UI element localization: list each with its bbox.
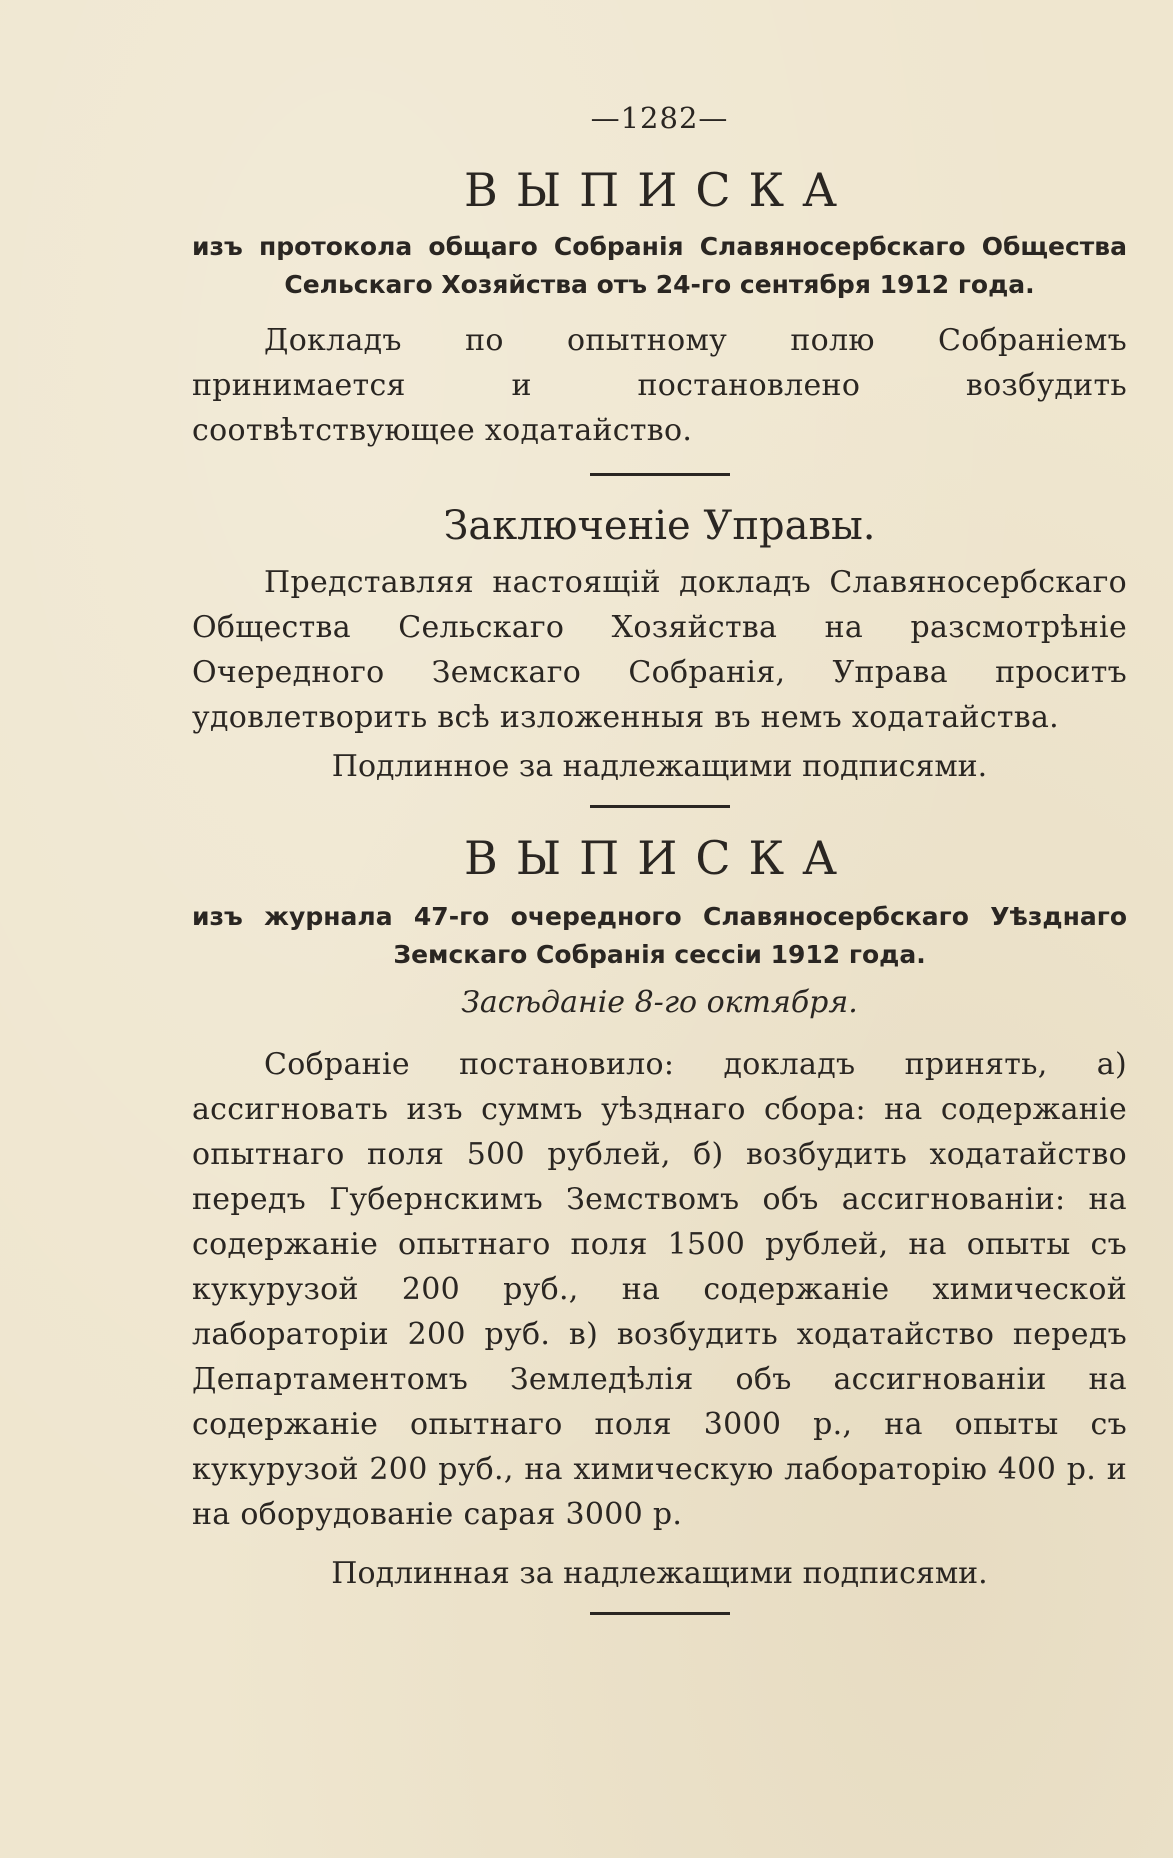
divider-1	[590, 473, 730, 476]
divider-3	[590, 1612, 730, 1615]
conclusion-title: Заключеніе Управы.	[443, 503, 876, 549]
extract-2-session: Засѣданіе 8-го октября.	[461, 985, 858, 1020]
divider-2	[590, 805, 730, 808]
conclusion-paragraph: Представляя настоящій докладъ Славяносербскаго Общества Сельскаго Хозяйства на разсмотрѣніе Очередного Земскаго Собранія, Управа проситъ удовлетворить всѣ изложенныя въ немъ ходатайства.	[192, 565, 1127, 735]
extract-1-subtitle: изъ протокола общаго Собранія Славяносербскаго Общества Сельскаго Хозяйства отъ 24-го сентября 1912 года.	[192, 232, 1127, 299]
page-content	[192, 98, 1127, 1615]
extract-1-title: ВЫПИСКА	[464, 163, 855, 217]
extract-2-signature-note: Подлинная за надлежащими подписями.	[331, 1556, 988, 1591]
extract-2-title: ВЫПИСКА	[464, 831, 855, 885]
extract-1-paragraph: Докладъ по опытному полю Собраніемъ принимается и постановлено возбудить соотвѣтствующее ходатайство.	[192, 323, 1127, 448]
extract-2-subtitle: изъ журнала 47-го очередного Славяносербскаго Уѣзднаго Земскаго Собранія сессіи 1912 года.	[192, 902, 1127, 969]
page-number: —1282—	[590, 101, 729, 135]
conclusion-signature-note: Подлинное за надлежащими подписями.	[331, 749, 988, 784]
extract-2-paragraph: Собраніе постановило: докладъ принять, а) ассигновать изъ суммъ уѣзднаго сбора: на содержаніе опытнаго поля 500 рублей, б) возбудить ходатайство передъ Губернскимъ Земствомъ объ ассигнованіи: на содержаніе опытнаго поля 1500 рублей, на опыты съ кукурузой 200 руб., на содержаніе химической лабораторіи 200 руб. в) возбудить ходатайство передъ Департаментомъ Земледѣлія объ ассигнованіи на содержаніе опытнаго поля 3000 р., на опыты съ кукурузой 200 руб., на химическую лабораторію 400 р. и на оборудованіе сарая 3000 р.	[192, 1047, 1127, 1532]
